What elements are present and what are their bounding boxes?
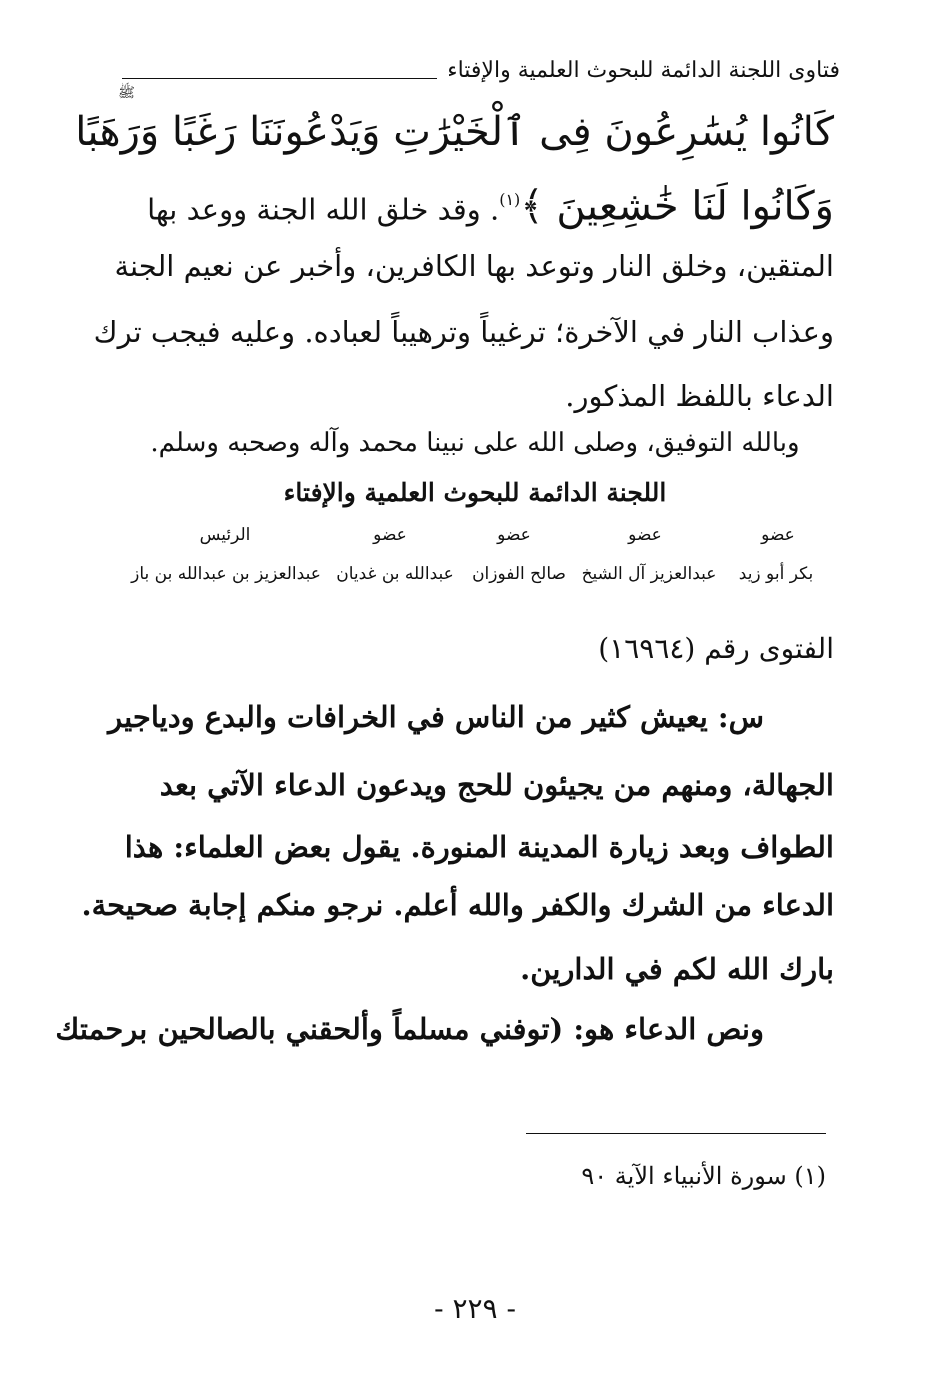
quran-verse-end: وَكَانُوا لَنَا خَٰشِعِينَ ﴾ xyxy=(520,183,834,230)
signatory-role: عضو xyxy=(628,525,662,545)
page-number: - ٢٢٩ - xyxy=(434,1292,516,1325)
question-line-6: ونص الدعاء هو: (توفني مسلماً وألحقني بالصالحين برحمتك xyxy=(55,1012,764,1046)
footnote-ref: (١) xyxy=(499,190,521,209)
salutation-mark: ﷺ xyxy=(118,85,135,101)
question-line-4: الدعاء من الشرك والكفر والله أعلم. نرجو منكم إجابة صحيحة. xyxy=(81,888,834,922)
question-line-5: بارك الله لكم في الدارين. xyxy=(520,952,834,986)
closing-formula: وبالله التوفيق، وصلى الله على نبينا محمد وآله وصحبه وسلم. xyxy=(150,428,800,458)
running-header: فتاوى اللجنة الدائمة للبحوث العلمية والإفتاء xyxy=(447,58,840,83)
quran-line-2 xyxy=(147,168,834,238)
header-rule xyxy=(122,78,437,79)
question-line-1: س: يعيش كثير من الناس في الخرافات والبدع ودياجير xyxy=(108,700,764,734)
signatory-name: عبدالله بن غديان xyxy=(336,564,454,584)
question-line-3: الطواف وبعد زيارة المدينة المنورة. يقول بعض العلماء: هذا xyxy=(124,830,834,864)
footnote: (١) سورة الأنبياء الآية ٩٠ xyxy=(581,1162,826,1190)
fatwa-number: الفتوى رقم (١٦٩٦٤) xyxy=(598,632,834,665)
signatory-name: صالح الفوزان xyxy=(472,564,566,584)
signatory-name: بكر أبو زيد xyxy=(738,564,814,584)
signatory-role: عضو xyxy=(761,525,795,545)
answer-line-5: الدعاء باللفظ المذكور. xyxy=(565,379,834,413)
answer-line-4: وعذاب النار في الآخرة؛ ترغيباً وترهيباً لعباده. وعليه فيجب ترك xyxy=(93,315,834,349)
signatory-role: الرئيس xyxy=(199,525,251,545)
answer-text-start: . وقد خلق الله الجنة ووعد بها xyxy=(147,192,500,227)
question-line-2: الجهالة، ومنهم من يجيئون للحج ويدعون الدعاء الآتي بعد xyxy=(159,768,834,802)
quran-line-1: كَانُوا يُسَٰرِعُونَ فِى ٱلْخَيْرَٰتِ وَيَدْعُونَنَا رَغَبًا وَرَهَبًا xyxy=(75,109,834,155)
footnote-rule xyxy=(526,1133,826,1134)
signatory-name: عبدالعزيز بن عبدالله بن باز xyxy=(131,564,321,584)
signatory-role: عضو xyxy=(373,525,407,545)
signatory-role: عضو xyxy=(497,525,531,545)
committee-name: اللجنة الدائمة للبحوث العلمية والإفتاء xyxy=(283,478,667,507)
answer-line-3: المتقين، وخلق النار وتوعد بها الكافرين، وأخبر عن نعيم الجنة xyxy=(114,249,834,283)
signatory-name: عبدالعزيز آل الشيخ xyxy=(581,564,717,584)
